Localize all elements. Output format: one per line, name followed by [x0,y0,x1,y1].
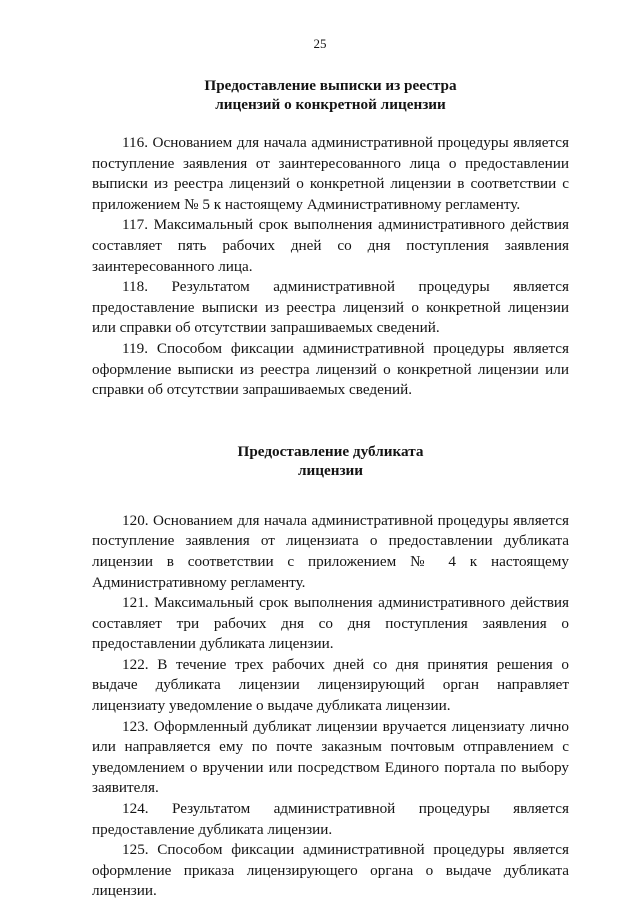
paragraph-122: 122. В течение трех рабочих дней со дня принятия решения о выдаче дубликата лицензии лицензирующий орган направляет лицензиату уведомление о выдаче дубликата лицензии. [92,655,569,715]
paragraph-124: 124. Результатом административной процедуры является предоставление дубликата лицензии. [92,800,569,838]
section-heading-line: лицензии [297,461,364,479]
paragraph-123: 123. Оформленный дубликат лицензии вручается лицензиату лично или направляется ему по почте заказным почтовым отправлением с уведомлением о вручении или посредством Единого портала по выбору заявителя. [92,717,569,797]
section-heading-extract [92,76,569,114]
paragraph-119: 119. Способом фиксации административной процедуры является оформление выписки из реестра лицензий о конкретной лицензии или справки об отсутствии запрашиваемых сведений. [92,339,569,399]
section-heading-duplicate [92,442,569,480]
page-number: 25 [313,36,327,51]
paragraph-125: 125. Способом фиксации административной процедуры является оформление приказа лицензирующего органа о выдаче дубликата лицензии. [92,841,569,900]
paragraph-121: 121. Максимальный срок выполнения административного действия составляет три рабочих дня со дня поступления заявления о предоставлении дубликата лицензии. [92,594,569,653]
section-heading-line: Предоставление дубликата [237,442,424,460]
document-body [92,76,569,902]
section-heading-line: лицензий о конкретной лицензии [215,96,446,113]
section-heading-line: Предоставление выписки из реестра [204,77,457,94]
paragraph-118: 118. Результатом административной процедуры является предоставление выписки из реестра лицензий о конкретной лицензии или справки об отсутствии запрашиваемых сведений. [92,278,569,337]
paragraph-116: 116. Основанием для начала административной процедуры является поступление заявления от заинтересованного лица о предоставлении выписки из реестра лицензий о конкретной лицензии в соответствии с приложением № 5 к настоящему Административному регламенту. [92,134,569,213]
paragraph-120: 120. Основанием для начала административной процедуры является поступление заявления от лицензиата о предоставлении дубликата лицензии в соответствии с приложением № 4 к настоящему Административному регламенту. [92,511,569,591]
paragraph-117: 117. Максимальный срок выполнения административного действия составляет пять рабочих дней со дня поступления заявления заинтересованного лица. [92,216,569,275]
